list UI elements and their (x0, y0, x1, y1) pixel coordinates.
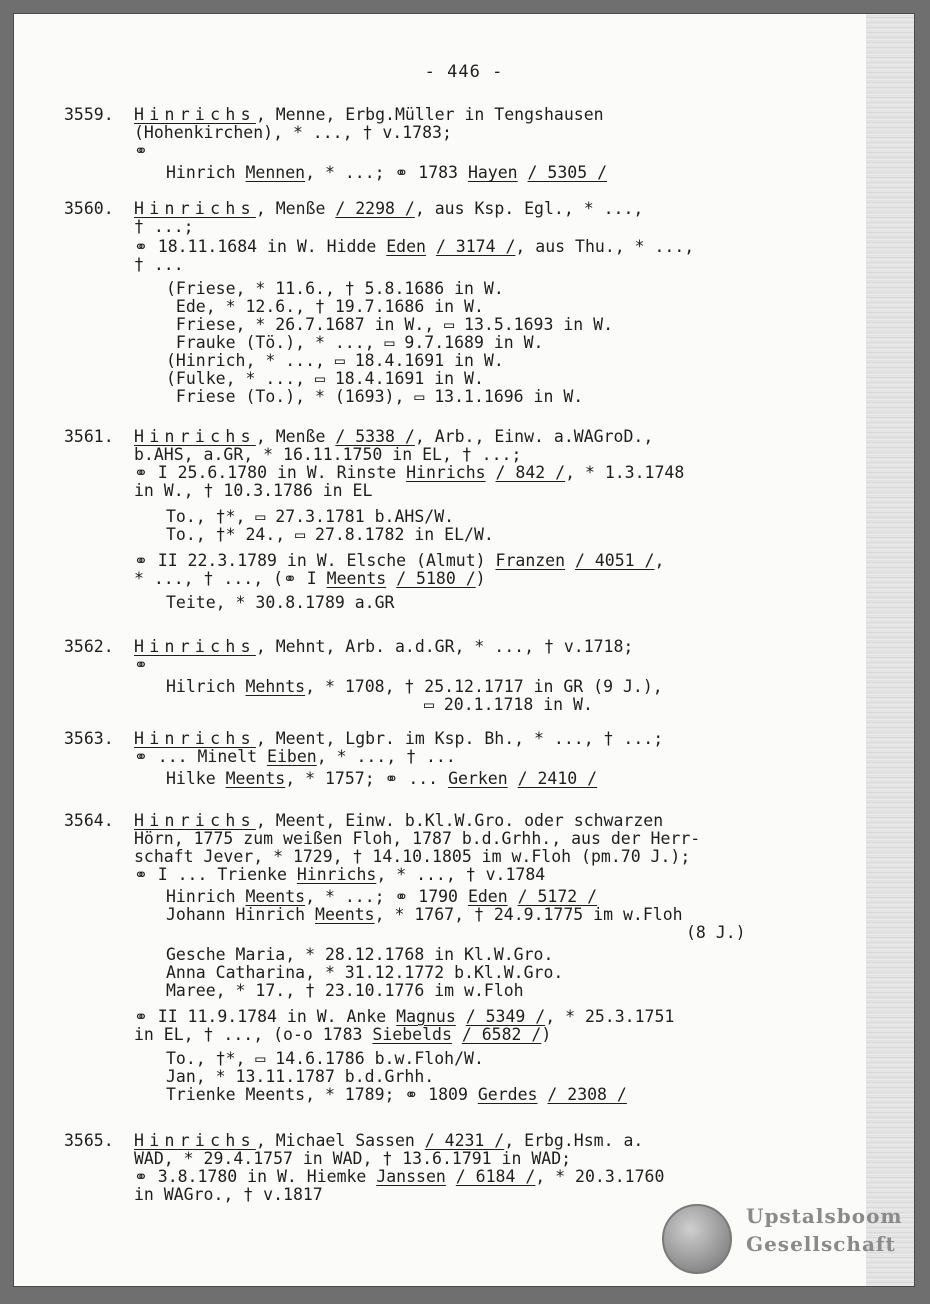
entry-line (134, 1008, 674, 1026)
underlined-surname: Janssen (376, 1167, 446, 1186)
line-text: , Menße (255, 199, 336, 218)
reference-number: / 2308 / (547, 1085, 627, 1104)
family-surname: Hinrichs (134, 729, 256, 748)
entry-line (166, 678, 663, 696)
line-text: * ..., † ..., (⚭ I (134, 569, 327, 588)
line-text (456, 1007, 466, 1026)
line-text: ) (475, 569, 486, 588)
line-text: , * 1767, † 24.9.1775 im w.Floh (374, 905, 683, 924)
line-text: ⚭ (134, 655, 148, 674)
underlined-surname: Hinrichs (296, 865, 377, 884)
line-text: , * ..., † ... (316, 747, 456, 766)
entry-line (134, 142, 148, 160)
family-surname: Hinrichs (134, 637, 256, 656)
entry-line (134, 1132, 643, 1150)
line-text: , * 25.3.1751 (545, 1007, 675, 1026)
entry-number: 3561. (64, 427, 114, 446)
line-text: Friese (To.), * (1693), ▭ 13.1.1696 in W. (166, 387, 584, 406)
entry-line (134, 124, 452, 142)
entry-line (166, 770, 597, 788)
line-text: , Menne, Erbg.Müller in Tengshausen (255, 105, 604, 124)
line-text: in W., † 10.3.1786 in EL (134, 481, 373, 500)
line-text (386, 569, 396, 588)
line-text: in WAGro., † v.1817 (134, 1185, 323, 1204)
line-text: , * 1708, † 25.12.1717 in GR (9 J.), (305, 677, 663, 696)
entry-number: 3559. (64, 105, 114, 124)
line-text (508, 887, 518, 906)
line-text: Teite, * 30.8.1789 a.GR (166, 593, 395, 612)
entry-line (134, 238, 694, 256)
line-text: , Arb., Einw. a.WAGroD., (414, 427, 654, 446)
reference-number: / 2410 / (517, 769, 598, 788)
line-text: Anna Catharina, * 31.12.1772 b.Kl.W.Gro. (166, 963, 564, 982)
line-text: ⚭ I 25.6.1780 in W. Rinste (134, 463, 407, 482)
line-text (508, 769, 518, 788)
line-text: , * ..., † v.1784 (376, 865, 546, 884)
line-text: Hilrich (166, 677, 246, 696)
underlined-surname: Eden (467, 887, 508, 906)
entry-line (134, 848, 690, 866)
line-text: Johann Hinrich (166, 905, 316, 924)
line-text (518, 163, 528, 182)
entry-line (166, 964, 563, 982)
underlined-surname: Eden (386, 237, 426, 256)
underlined-surname: Mennen (245, 163, 306, 182)
entry-number: 3564. (64, 811, 114, 830)
line-text: ⚭ I ... Trienke (134, 865, 297, 884)
underlined-surname: Franzen (495, 551, 566, 570)
document-page (14, 14, 914, 1286)
entry-line (134, 464, 684, 482)
line-text: in EL, † ..., (o-o 1783 (134, 1025, 373, 1044)
entry-number: 3563. (64, 729, 114, 748)
line-text: Friese, * 26.7.1687 in W., ▭ 13.5.1693 in W. (166, 315, 614, 334)
line-text: ⚭ (134, 141, 148, 160)
entry-line (134, 482, 372, 500)
family-surname: Hinrichs (134, 1131, 256, 1150)
entry-number: 3560. (64, 199, 114, 218)
line-text (565, 551, 575, 570)
entry-line (134, 730, 663, 748)
underlined-surname: Siebelds (372, 1025, 452, 1044)
society-stamp (662, 1202, 902, 1274)
line-text: † ... (134, 255, 184, 274)
reference-number: / 842 / (495, 463, 566, 482)
line-text: , aus Ksp. Egl., * ..., (414, 199, 644, 218)
entry-line (134, 1026, 551, 1044)
line-text: To., †* 24., ▭ 27.8.1782 in EL/W. (166, 525, 494, 544)
entry-line (166, 906, 683, 924)
entry-line (166, 1068, 434, 1086)
entry-line (134, 656, 148, 674)
line-text: b.AHS, a.GR, * 16.11.1750 in EL, † ...; (134, 445, 522, 464)
line-text: Trienke Meents, * 1789; ⚭ 1809 (166, 1085, 478, 1104)
entry-line (134, 1168, 664, 1186)
entry-line (134, 446, 521, 464)
line-text: (Hohenkirchen), * ..., † v.1783; (134, 123, 452, 142)
line-text: , Erbg.Hsm. a. (504, 1131, 644, 1150)
underlined-surname: Hayen (467, 163, 518, 182)
reference-number: / 2298 / (335, 199, 415, 218)
entry-line (166, 946, 553, 964)
entry-line (166, 1086, 627, 1104)
line-text (486, 463, 496, 482)
entry-line (134, 1150, 571, 1168)
line-text: ⚭ 18.11.1684 in W. Hidde (134, 237, 387, 256)
reference-number: / 4051 / (575, 551, 655, 570)
reference-number: / 6184 / (455, 1167, 536, 1186)
entry-line (134, 638, 633, 656)
line-text: , (654, 551, 665, 570)
entry-line (166, 298, 484, 316)
line-text: , * 1757; ⚭ ... (285, 769, 449, 788)
entry-line (166, 316, 613, 334)
line-text: Ede, * 12.6., † 19.7.1686 in W. (166, 297, 484, 316)
underlined-surname: Eiben (267, 747, 317, 766)
entry-line (424, 696, 593, 714)
entry-line (134, 106, 604, 124)
line-text: Hinrich (166, 887, 246, 906)
line-text: Frauke (Tö.), * ..., ▭ 9.7.1689 in W. (166, 333, 544, 352)
line-text: , * 1.3.1748 (565, 463, 685, 482)
underlined-surname: Meents (326, 569, 387, 588)
line-text: (Hinrich, * ..., ▭ 18.4.1691 in W. (166, 351, 504, 370)
line-text (426, 237, 436, 256)
reference-number: / 4231 / (424, 1131, 505, 1150)
reference-number: / 6582 / (461, 1025, 542, 1044)
reference-number: / 5305 / (527, 163, 608, 182)
entry-line (134, 748, 456, 766)
line-text: Hilke (166, 769, 226, 788)
family-surname: Hinrichs (134, 105, 256, 124)
line-text: , aus Thu., * ..., (515, 237, 695, 256)
line-text: Jan, * 13.11.1787 b.d.Grhh. (166, 1067, 435, 1086)
underlined-surname: Gerdes (477, 1085, 538, 1104)
entry-line (134, 812, 663, 830)
entry-line (166, 280, 504, 298)
line-text: , Menße (255, 427, 336, 446)
line-text: To., †*, ▭ 14.6.1786 b.w.Floh/W. (166, 1049, 484, 1068)
page-number: - 446 - (424, 62, 504, 82)
society-seal-icon (662, 1204, 732, 1274)
underlined-surname: Meents (245, 887, 306, 906)
entry-number: 3562. (64, 637, 114, 656)
underlined-surname: Gerken (448, 769, 508, 788)
line-text (446, 1167, 456, 1186)
line-text (537, 1085, 547, 1104)
entry-line (134, 552, 664, 570)
scan-edge (866, 14, 914, 1286)
line-text: ⚭ II 11.9.1784 in W. Anke (134, 1007, 397, 1026)
line-text: (Fulke, * ..., ▭ 18.4.1691 in W. (166, 369, 484, 388)
entry-line (166, 888, 597, 906)
line-text: (Friese, * 11.6., † 5.8.1686 in W. (166, 279, 504, 298)
reference-number: / 5338 / (335, 427, 415, 446)
line-text: ⚭ II 22.3.1789 in W. Elsche (Almut) (134, 551, 496, 570)
line-text: , Meent, Lgbr. im Ksp. Bh., * ..., † ...; (255, 729, 664, 748)
line-text: Hinrich (166, 163, 246, 182)
line-text: , * ...; ⚭ 1790 (305, 887, 468, 906)
line-text: , * ...; ⚭ 1783 (305, 163, 468, 182)
line-text: Gesche Maria, * 28.12.1768 in Kl.W.Gro. (166, 945, 554, 964)
entry-line (166, 526, 494, 544)
entry-line (134, 428, 653, 446)
line-text: ⚭ ... Minelt (134, 747, 268, 766)
family-surname: Hinrichs (134, 427, 256, 446)
entry-number: 3565. (64, 1131, 114, 1150)
underlined-surname: Meents (225, 769, 286, 788)
underlined-surname: Mehnts (245, 677, 306, 696)
reference-number: / 5172 / (517, 887, 598, 906)
entry-line (134, 866, 545, 884)
underlined-surname: Hinrichs (406, 463, 486, 482)
line-text: WAD, * 29.4.1757 in WAD, † 13.6.1791 in WAD; (134, 1149, 572, 1168)
entry-line (134, 200, 643, 218)
entry-line (166, 164, 607, 182)
entry-line (134, 1186, 323, 1204)
reference-number: / 5180 / (396, 569, 476, 588)
line-text: , * 20.3.1760 (535, 1167, 665, 1186)
entry-line (166, 388, 583, 406)
entry-line (166, 982, 524, 1000)
entry-line (134, 256, 184, 274)
line-text: ) (541, 1025, 552, 1044)
stamp-line-1: Upstalsboom (746, 1204, 903, 1228)
line-text: schaft Jever, * 1729, † 14.10.1805 im w.Floh (pm.70 J.); (134, 847, 691, 866)
line-text: Hörn, 1775 zum weißen Floh, 1787 b.d.Grhh., aus der Herr- (134, 829, 701, 848)
line-text: , Michael Sassen (255, 1131, 425, 1150)
entry-line (166, 1050, 484, 1068)
entry-line (166, 352, 504, 370)
line-text: (8 J.) (686, 923, 746, 942)
underlined-surname: Meents (315, 905, 375, 924)
entry-line (166, 334, 544, 352)
line-text: , Meent, Einw. b.Kl.W.Gro. oder schwarzen (255, 811, 664, 830)
line-text: ⚭ 3.8.1780 in W. Hiemke (134, 1167, 377, 1186)
underlined-surname: Magnus (396, 1007, 456, 1026)
family-surname: Hinrichs (134, 199, 256, 218)
line-text: , Mehnt, Arb. a.d.GR, * ..., † v.1718; (255, 637, 634, 656)
entry-line (134, 830, 700, 848)
line-text (452, 1025, 462, 1044)
reference-number: / 5349 / (465, 1007, 546, 1026)
reference-number: / 3174 / (435, 237, 516, 256)
entry-line (134, 570, 486, 588)
entry-line (134, 218, 194, 236)
entry-line (686, 924, 746, 942)
line-text: Maree, * 17., † 23.10.1776 im w.Floh (166, 981, 524, 1000)
line-text: ▭ 20.1.1718 in W. (424, 695, 593, 714)
line-text: † ...; (134, 217, 194, 236)
line-text: To., †*, ▭ 27.3.1781 b.AHS/W. (166, 507, 455, 526)
stamp-line-2: Gesellschaft (746, 1232, 896, 1256)
entry-line (166, 370, 484, 388)
entry-line (166, 508, 454, 526)
entry-line (166, 594, 394, 612)
family-surname: Hinrichs (134, 811, 256, 830)
